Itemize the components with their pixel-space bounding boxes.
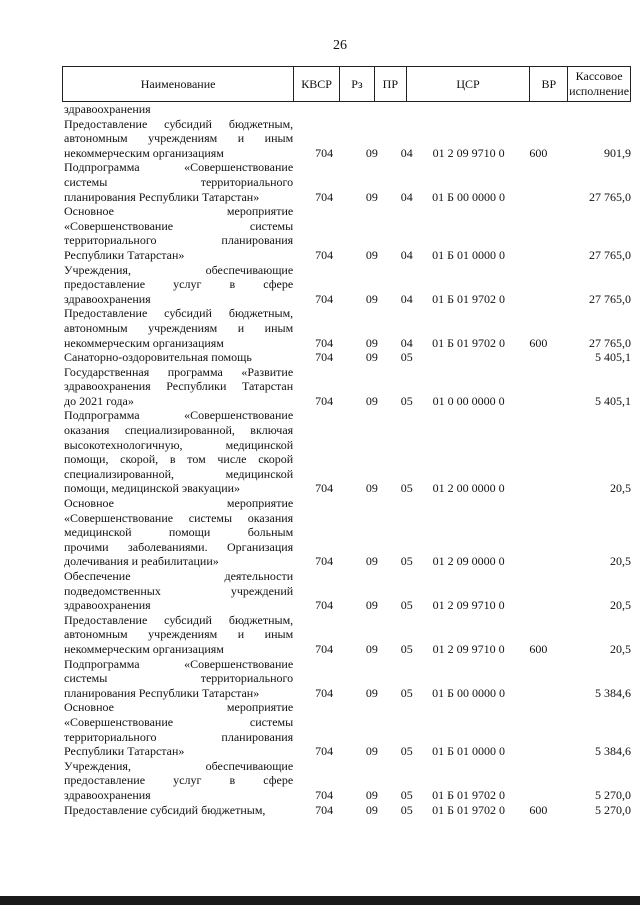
row-sum: 5 270,0 [594,802,631,817]
table-body [62,102,631,817]
row-csr: 01 2 09 9710 0 [432,641,505,656]
row-pr: 04 [400,189,413,204]
row-name-line: Подпрограмма «Совершенствование [64,408,294,423]
row-name-line: помощи, скорой, в том числе скорой [64,452,294,467]
row-name-line: Обеспечение деятельности [64,569,294,583]
table-row [62,306,631,350]
row-pr: 04 [400,145,413,160]
row-rz: 09 [365,554,378,569]
header-csr: ЦСР [407,67,531,101]
row-rz: 09 [365,145,378,160]
row-name-line: Подпрограмма «Совершенствование [64,656,294,671]
row-name-line: здравоохранения [64,598,151,613]
table-row [62,700,631,758]
row-sum: 20,5 [609,554,631,569]
row-name-line: некоммерческим организациям [64,145,224,160]
row-sum: 5 384,6 [594,685,631,700]
row-rz: 09 [365,641,378,656]
row-rz: 09 [365,291,378,306]
row-name [62,102,293,117]
row-name-line: «Совершенствование системы [64,218,294,233]
row-vr: 600 [529,335,548,350]
row-kvsr: 704 [315,787,334,802]
row-name-line: Учреждения, обеспечивающие [64,262,294,277]
row-kvsr: 704 [315,802,334,817]
row-kvsr: 704 [315,335,334,350]
row-name [62,204,293,262]
header-kvsr: КВСР [294,67,340,101]
row-name [62,496,293,569]
row-csr: 01 0 00 0000 0 [432,393,505,408]
row-csr: 01 Б 00 0000 0 [432,189,505,204]
row-name [62,408,293,496]
row-name-line: планирования Республики Татарстан» [64,685,260,700]
header-rz: Рз [340,67,375,101]
row-name [62,306,293,350]
row-vr: 600 [529,802,548,817]
row-csr: 01 2 09 9710 0 [432,598,505,613]
row-name-line: некоммерческим организациям [64,641,224,656]
row-name [62,160,293,204]
row-kvsr: 704 [315,598,334,613]
table-row [62,365,631,409]
row-name-line: Республики Татарстан» [64,744,185,759]
table-row [62,350,631,365]
row-kvsr: 704 [315,554,334,569]
row-sum: 5 270,0 [594,787,631,802]
table-row [62,117,631,161]
row-name-line: здравоохранения Республики Татарстан [64,379,294,394]
row-vr: 600 [529,145,548,160]
row-kvsr: 704 [315,189,334,204]
row-sum: 5 405,1 [594,393,631,408]
row-name-line: Предоставление субсидий бюджетным, [64,612,294,627]
row-name-line: автономным учреждениям и иным [64,320,294,335]
row-kvsr: 704 [315,641,334,656]
row-name-line: Республики Татарстан» [64,247,185,262]
row-rz: 09 [365,335,378,350]
row-kvsr: 704 [315,247,334,262]
row-name [62,657,293,701]
row-pr: 05 [400,787,413,802]
row-sum: 27 765,0 [588,247,631,262]
row-kvsr: 704 [315,350,334,365]
header-pr: ПР [375,67,407,101]
row-pr: 05 [400,641,413,656]
row-name-line: долечивания и реабилитации» [64,554,219,569]
row-name-line: Учреждения, обеспечивающие [64,758,294,773]
page-number: 26 [333,38,347,53]
row-name-line: оказания специализированной, включая [64,423,294,438]
row-name [62,700,293,758]
row-pr: 05 [400,685,413,700]
row-rz: 09 [365,247,378,262]
table-row [62,263,631,307]
row-kvsr: 704 [315,481,334,496]
row-pr: 05 [400,393,413,408]
row-name-line: специализированной, медицинской [64,466,294,481]
row-csr: 01 Б 01 0000 0 [432,744,505,759]
row-rz: 09 [365,802,378,817]
row-kvsr: 704 [315,744,334,759]
row-name-line: подведомственных учреждений [64,583,294,598]
row-name-line: помощи, медицинской эвакуации» [64,481,241,496]
row-sum: 5 384,6 [594,744,631,759]
row-name [62,350,293,365]
row-csr: 01 Б 01 9702 0 [432,802,505,817]
row-csr: 01 Б 00 0000 0 [432,685,505,700]
row-name-line: Подпрограмма «Совершенствование [64,160,294,175]
row-name [62,803,293,818]
row-name-line: до 2021 года» [64,393,134,408]
row-csr: 01 2 09 0000 0 [432,554,505,569]
row-name-line: системы территориального [64,671,294,686]
header-name: Наименование [63,67,294,101]
row-rz: 09 [365,598,378,613]
row-name-line: высокотехнологичную, медицинской [64,437,294,452]
table-row [62,759,631,803]
row-name-line: планирования Республики Татарстан» [64,189,260,204]
row-name-line: медицинской помощи больным [64,525,294,540]
row-csr: 01 2 00 0000 0 [432,481,505,496]
row-sum: 20,5 [609,598,631,613]
row-name-line: Предоставление субсидий бюджетным, [64,116,294,131]
row-vr: 600 [529,641,548,656]
table-row [62,496,631,569]
row-kvsr: 704 [315,145,334,160]
row-name-line: некоммерческим организациям [64,335,224,350]
row-name-line: Основное мероприятие [64,700,294,715]
table-row [62,102,631,117]
table-row [62,613,631,657]
row-name [62,263,293,307]
row-sum: 901,9 [603,145,631,160]
row-pr: 05 [400,481,413,496]
row-kvsr: 704 [315,393,334,408]
row-name-line: «Совершенствование системы оказания [64,510,294,525]
row-sum: 27 765,0 [588,335,631,350]
row-name [62,569,293,613]
table-header [62,66,631,102]
row-name-line: прочими заболеваниями. Организация [64,539,294,554]
row-csr: 01 Б 01 9702 0 [432,291,505,306]
table-row [62,657,631,701]
row-name-line: предоставление услуг в сфере [64,773,294,788]
table-row [62,408,631,496]
row-csr: 01 Б 01 9702 0 [432,787,505,802]
row-rz: 09 [365,787,378,802]
row-rz: 09 [365,393,378,408]
row-rz: 09 [365,744,378,759]
header-sum: Кассовое исполнение [569,69,630,98]
row-name-line: «Совершенствование системы [64,714,294,729]
row-sum: 20,5 [609,481,631,496]
row-name-line: здравоохранения [64,102,151,116]
row-rz: 09 [365,350,378,365]
row-name-line: Предоставление субсидий бюджетным, [64,306,294,321]
row-name-line: территориального планирования [64,729,294,744]
row-rz: 09 [365,189,378,204]
row-csr: 01 Б 01 9702 0 [432,335,505,350]
row-pr: 04 [400,247,413,262]
row-pr: 04 [400,335,413,350]
row-name [62,117,293,161]
row-pr: 05 [400,802,413,817]
table-row [62,569,631,613]
row-pr: 05 [400,598,413,613]
row-pr: 05 [400,744,413,759]
row-name [62,613,293,657]
row-name-line: Основное мероприятие [64,496,294,511]
row-sum: 20,5 [609,641,631,656]
row-kvsr: 704 [315,291,334,306]
row-pr: 04 [400,291,413,306]
row-sum: 27 765,0 [588,291,631,306]
row-kvsr: 704 [315,685,334,700]
row-name-line: здравоохранения [64,787,151,802]
table-row [62,803,631,818]
row-name-line: автономным учреждениям и иным [64,627,294,642]
header-vr: ВР [530,67,568,101]
row-rz: 09 [365,481,378,496]
row-name-line: предоставление услуг в сфере [64,277,294,292]
row-name-line: здравоохранения [64,291,151,306]
row-csr: 01 2 09 9710 0 [432,145,505,160]
row-pr: 05 [400,554,413,569]
budget-table [62,66,631,817]
row-sum: 27 765,0 [588,189,631,204]
row-name-line: Предоставление субсидий бюджетным, [64,802,266,817]
table-row [62,160,631,204]
row-name-line: территориального планирования [64,233,294,248]
row-name-line: Основное мероприятие [64,204,294,219]
row-rz: 09 [365,685,378,700]
row-name [62,759,293,803]
row-name-line: Санаторно-оздоровительная помощь [64,350,252,365]
row-pr: 05 [400,350,413,365]
row-name-line: автономным учреждениям и иным [64,131,294,146]
row-csr: 01 Б 01 0000 0 [432,247,505,262]
row-name-line: системы территориального [64,174,294,189]
row-name-line: Государственная программа «Развитие [64,364,294,379]
table-row [62,204,631,262]
row-sum: 5 405,1 [594,350,631,365]
scan-edge [0,896,640,905]
row-name [62,365,293,409]
